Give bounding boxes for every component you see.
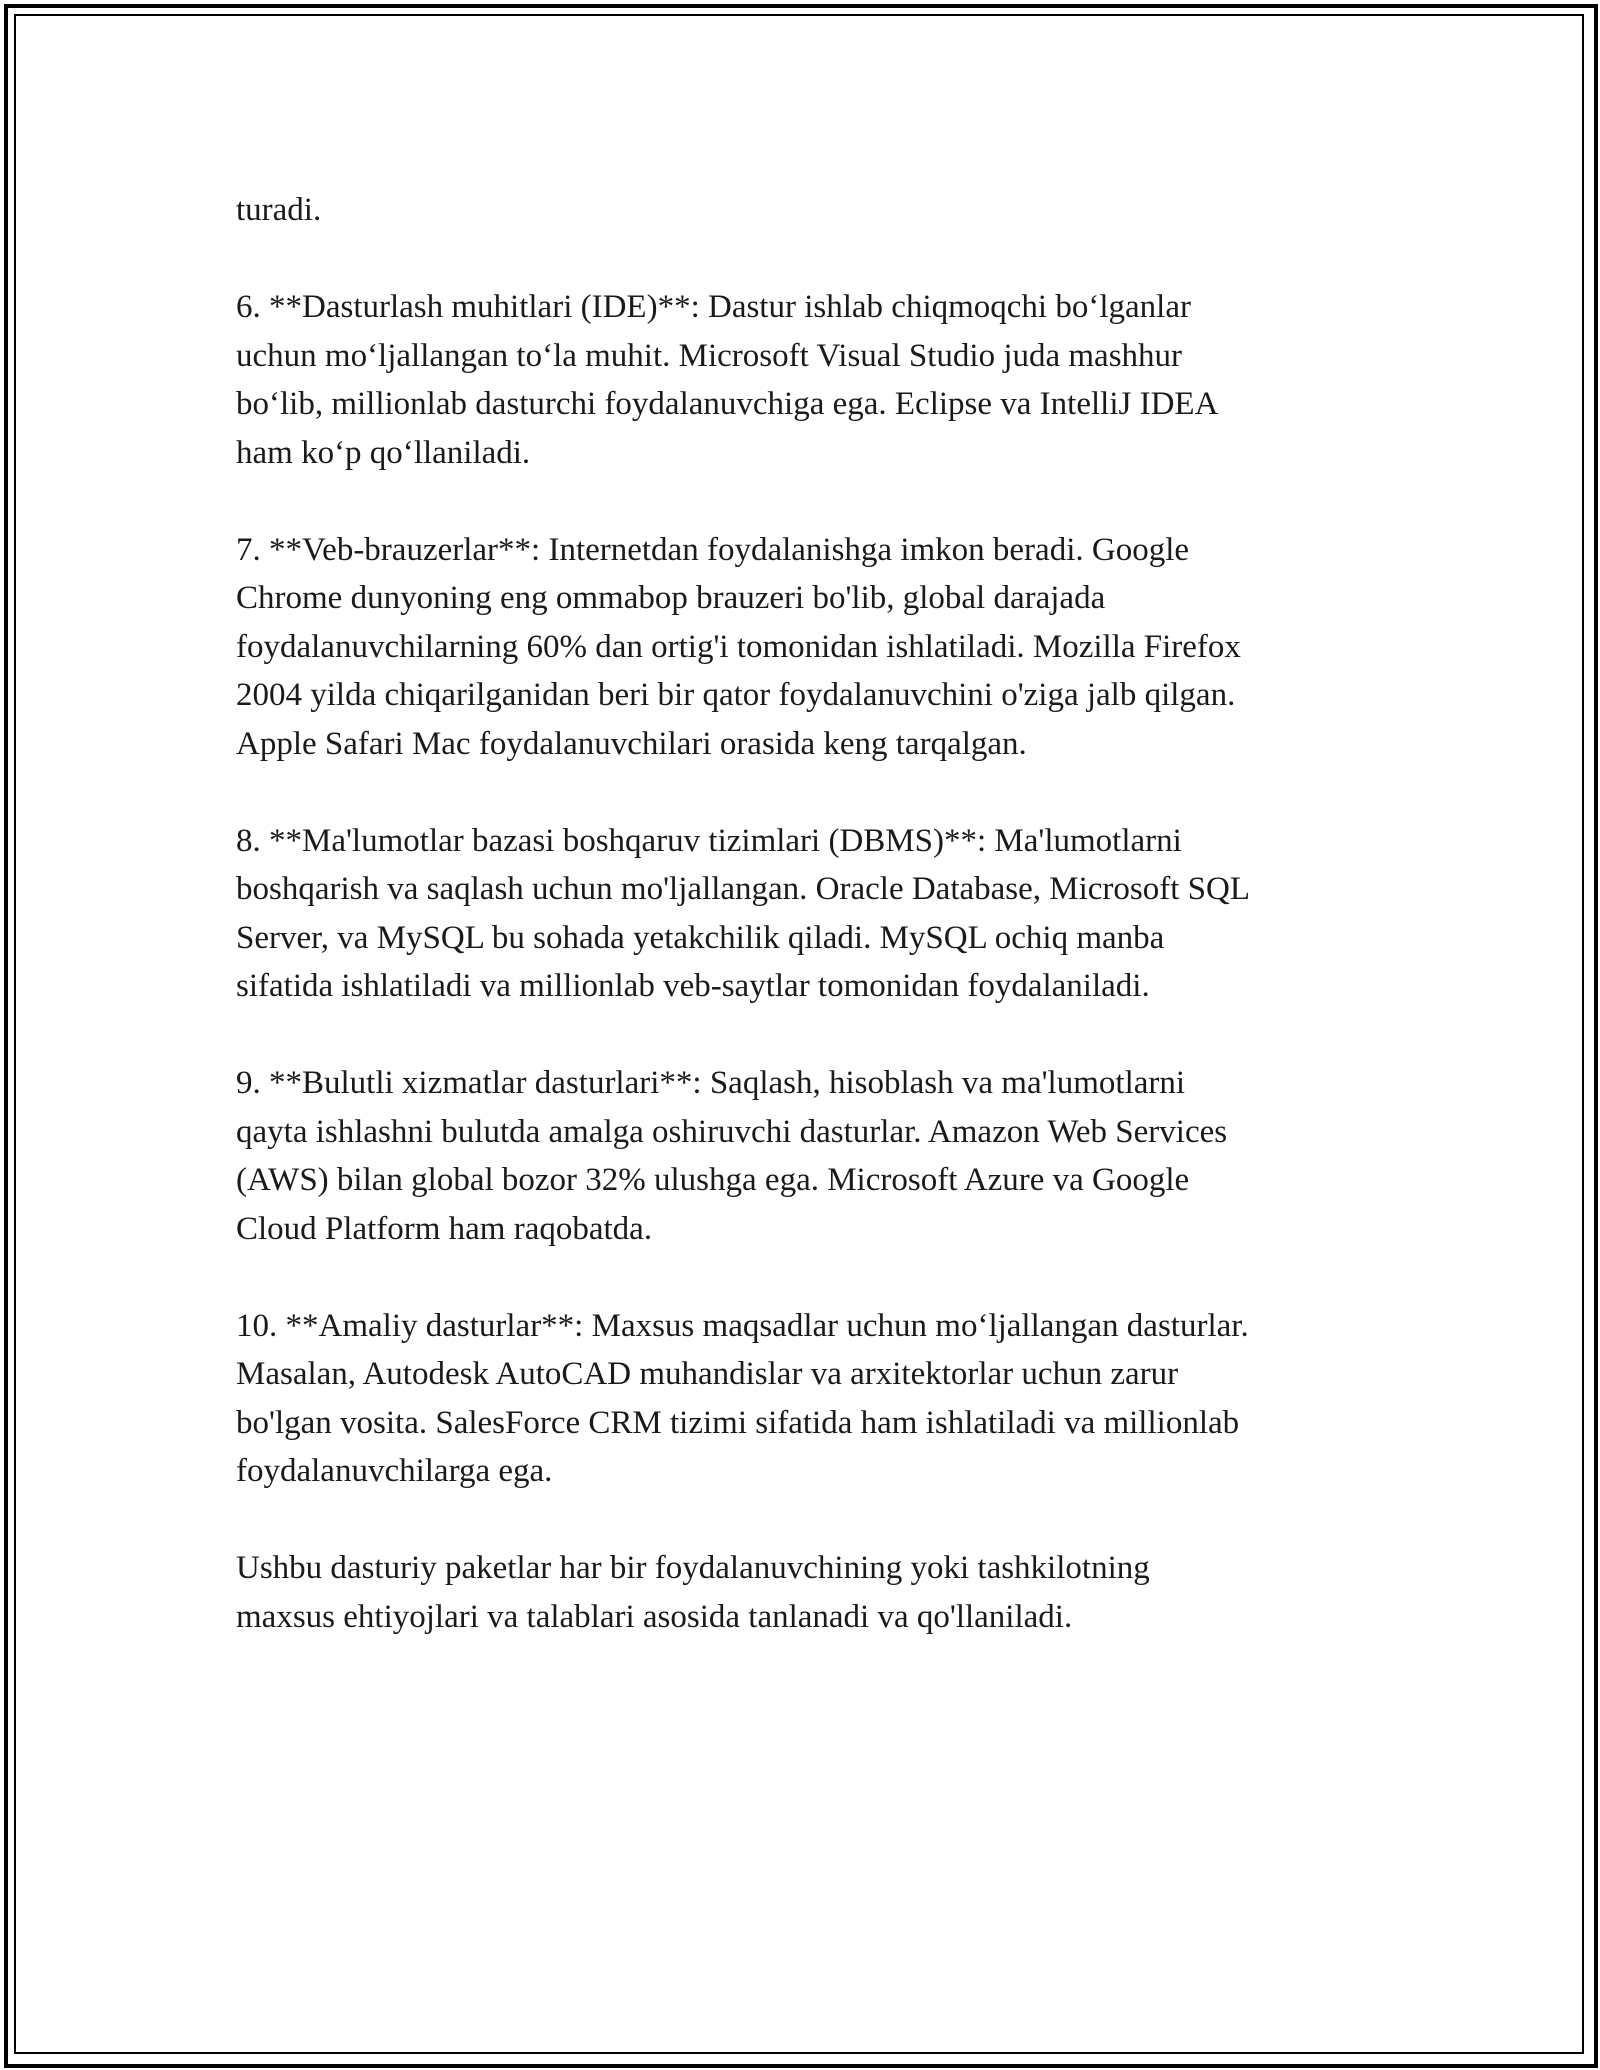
paragraph-applied-software: 10. **Amaliy dasturlar**: Maxsus maqsadlar uchun mo‘ljallangan dasturlar. Masalan, Autodesk AutoCAD muhandislar va arxitektorlar uchun zarur bo'lgan vosita. SalesForce CRM tizimi sifatida ham ishlatiladi va millionlab foydalanuvchilarga ega. <box>236 1307 1249 1489</box>
paragraph-conclusion: Ushbu dasturiy paketlar har bir foydalanuvchining yoki tashkilotning maxsus ehtiyojlari va talablari asosida tanlanadi va qo'llaniladi. <box>236 1550 1150 1635</box>
paragraph-cloud-services: 9. **Bulutli xizmatlar dasturlari**: Saqlash, hisoblash va ma'lumotlarni qayta ishlashni bulutda amalga oshiruvchi dasturlar. Amazon Web Services (AWS) bilan global bozor 32% ulushga ega. Microsoft Azure va Google Cloud Platform ham raqobatda. <box>236 1065 1228 1247</box>
paragraph-dbms: 8. **Ma'lumotlar bazasi boshqaruv tizimlari (DBMS)**: Ma'lumotlarni boshqarish va saqlash uchun mo'ljallangan. Oracle Database, Microsoft SQL Server, va MySQL bu sohada yetakchilik qiladi. MySQL ochiq manba sifatida ishlatiladi va millionlab veb-saytlar tomonidan foydalaniladi. <box>236 822 1251 1004</box>
document-body <box>236 186 1376 1690</box>
paragraph-ide: 6. **Dasturlash muhitlari (IDE)**: Dastur ishlab chiqmoqchi bo‘lganlar uchun mo‘ljallangan to‘la muhit. Microsoft Visual Studio juda mashhur bo‘lib, millionlab dasturchi foydalanuvchiga ega. Eclipse va IntelliJ IDEA ham ko‘p qo‘llaniladi. <box>236 289 1219 471</box>
paragraph-continuation: turadi. <box>236 192 322 228</box>
paragraph-web-browsers: 7. **Veb-brauzerlar**: Internetdan foydalanishga imkon beradi. Google Chrome dunyoning eng ommabop brauzeri bo'lib, global darajada foydalanuvchilarning 60% dan ortig'i tomonidan ishlatiladi. Mozilla Firefox 2004 yilda chiqarilganidan beri bir qator foydalanuvchini o'ziga jalb qilgan. Apple Safari Mac foydalanuvchilari orasida keng tarqalgan. <box>236 531 1241 762</box>
